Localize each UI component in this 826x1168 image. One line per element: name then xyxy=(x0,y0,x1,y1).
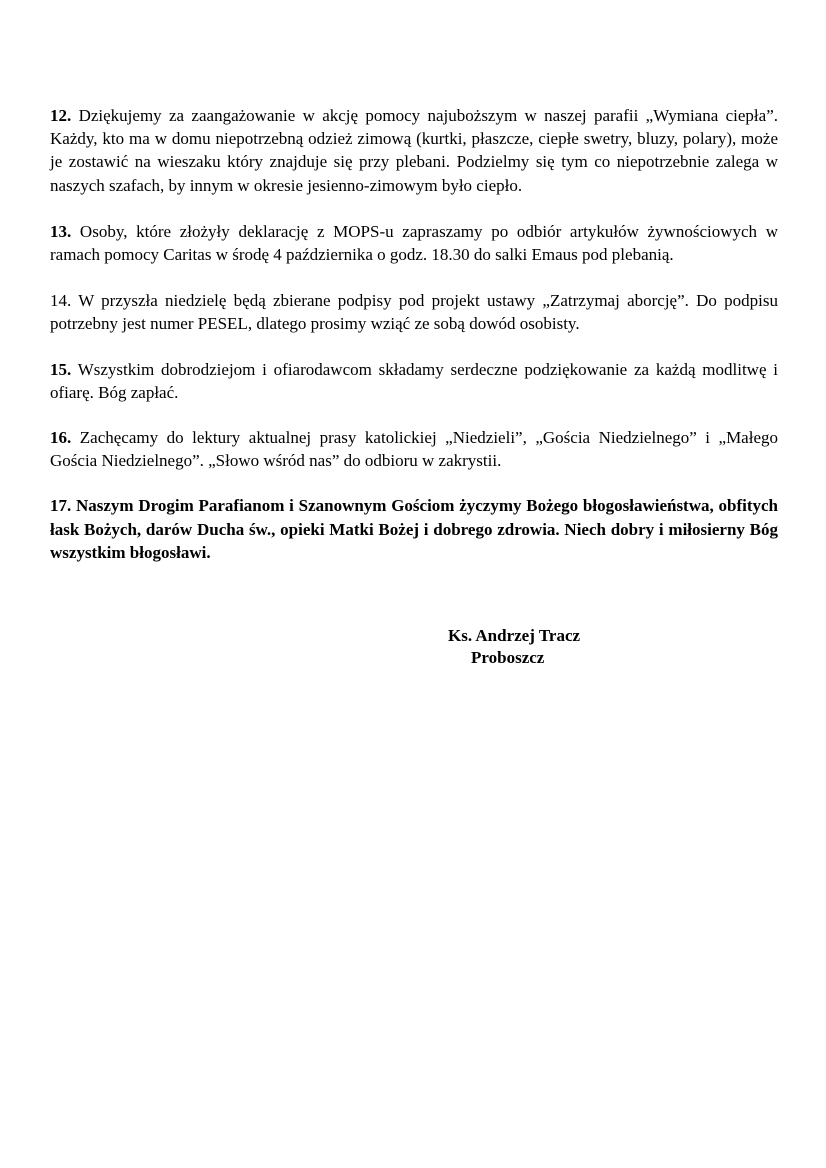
announcement-13 xyxy=(50,220,778,266)
announcement-17 xyxy=(50,494,778,564)
announcement-number: 12. xyxy=(50,106,72,125)
announcement-number: 14. xyxy=(50,291,72,311)
announcement-12 xyxy=(50,104,778,197)
announcement-16 xyxy=(50,426,778,472)
announcement-text: W przyszła niedzielę będą zbierane podpisy pod projekt ustawy „Zatrzymaj aborcję”. Do podpisu potrzebny jest numer PESEL, dlatego prosimy wziąć ze sobą dowód osobisty. xyxy=(50,291,778,334)
signature-name: Ks. Andrzej Tracz xyxy=(448,626,581,645)
announcements-page xyxy=(50,104,778,584)
announcement-text: Osoby, które złożyły deklarację z MOPS-u zapraszamy po odbiór artykułów żywnościowych w ramach pomocy Caritas w środę 4 października o godz. 18.30 do salki Emaus pod plebanią. xyxy=(50,221,778,265)
announcement-number: 13. xyxy=(50,221,72,241)
announcement-number: 15. xyxy=(50,359,72,379)
signature-block xyxy=(448,625,580,669)
announcement-text: Naszym Drogim Parafianom i Szanownym Gościom życzymy Bożego błogosławieństwa, obfitych łask Bożych, darów Ducha św., opieki Matki Bożej i dobrego zdrowia. Niech dobry i miłosierny Bóg wszystkim błogosławi. xyxy=(50,496,778,562)
announcement-15 xyxy=(50,358,778,404)
announcement-14 xyxy=(50,289,778,335)
announcement-number: 16. xyxy=(50,428,72,448)
announcement-text: Zachęcamy do lektury aktualnej prasy katolickiej „Niedzieli”, „Gościa Niedzielnego” i „Małego Gościa Niedzielnego”. „Słowo wśród nas” do odbioru w zakrystii. xyxy=(50,428,778,471)
announcement-text: Wszystkim dobrodziejom i ofiarodawcom składamy serdeczne podziękowanie za każdą modlitwę i ofiarę. Bóg zapłać. xyxy=(50,359,778,402)
announcement-text: Dziękujemy za zaangażowanie w akcję pomocy najuboższym w naszej parafii „Wymiana ciepła”. Każdy, kto ma w domu niepotrzebną odzież zimową (kurtki, płaszcze, ciepłe swetry, bluzy, polary), może je zostawić na wieszaku który znajduje się przy plebani. Podzielmy się tym co niepotrzebnie zalega w naszych szafach, by innym w okresie jesienno-zimowym było ciepło. xyxy=(50,106,778,195)
signature-role: Proboszcz xyxy=(471,648,545,667)
announcement-number: 17. xyxy=(50,496,72,516)
